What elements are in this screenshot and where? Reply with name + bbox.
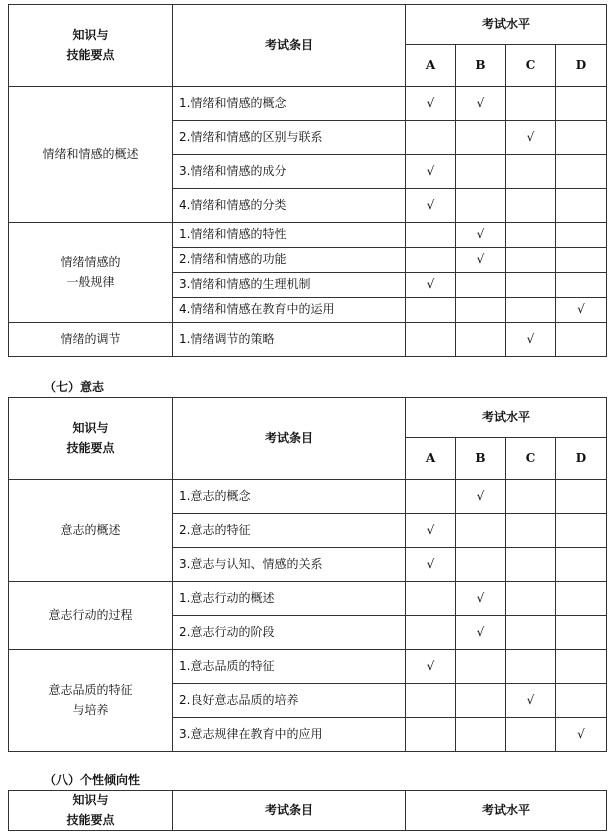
item-cell: 1.情绪和情感的特性	[173, 223, 406, 248]
level-mark	[406, 298, 456, 323]
level-mark	[556, 189, 607, 223]
header-knowledge-text: 知识与 技能要点	[66, 28, 115, 62]
group-cell	[9, 223, 173, 323]
group-name: 意志品质的特征 与培养	[48, 683, 133, 717]
level-mark: √	[456, 582, 506, 616]
header-exam-item: 考试条目	[173, 791, 406, 831]
level-mark: √	[406, 273, 456, 298]
section-title: （七）意志	[44, 380, 105, 394]
level-mark	[406, 582, 456, 616]
group-cell	[9, 480, 173, 582]
level-a: A	[406, 438, 456, 480]
item-cell: 4.情绪和情感在教育中的运用	[173, 298, 406, 323]
level-mark	[456, 273, 506, 298]
level-mark	[556, 155, 607, 189]
level-mark	[506, 155, 556, 189]
level-mark	[556, 323, 607, 357]
level-d: D	[556, 438, 607, 480]
item-cell: 3.情绪和情感的成分	[173, 155, 406, 189]
level-mark	[506, 189, 556, 223]
item-cell: 1.情绪和情感的概念	[173, 87, 406, 121]
header-level: 考试水平	[406, 398, 607, 438]
group-name: 情绪和情感的概述	[42, 146, 139, 161]
item-cell: 1.情绪调节的策略	[173, 323, 406, 357]
level-mark	[456, 155, 506, 189]
level-mark: √	[506, 684, 556, 718]
level-mark	[406, 480, 456, 514]
level-mark	[556, 684, 607, 718]
group-cell	[9, 87, 173, 223]
level-mark	[556, 223, 607, 248]
level-mark: √	[456, 248, 506, 273]
header-level: 考试水平	[406, 5, 607, 45]
level-mark	[556, 582, 607, 616]
level-mark: √	[406, 155, 456, 189]
item-cell: 4.情绪和情感的分类	[173, 189, 406, 223]
level-d: D	[556, 45, 607, 87]
level-mark: √	[456, 616, 506, 650]
item-cell: 2.意志的特征	[173, 514, 406, 548]
group-cell	[9, 650, 173, 752]
level-mark	[506, 616, 556, 650]
section-title: （八）个性倾向性	[44, 773, 141, 787]
header-knowledge	[9, 398, 173, 480]
level-mark	[456, 298, 506, 323]
item-cell: 1.意志的概念	[173, 480, 406, 514]
level-mark: √	[506, 323, 556, 357]
level-mark	[406, 223, 456, 248]
level-mark	[556, 273, 607, 298]
header-knowledge	[9, 5, 173, 87]
group-name: 意志的概述	[60, 522, 121, 537]
item-cell: 2.情绪和情感的功能	[173, 248, 406, 273]
level-mark	[506, 87, 556, 121]
level-mark	[506, 718, 556, 752]
level-mark: √	[406, 548, 456, 582]
item-cell: 1.意志品质的特征	[173, 650, 406, 684]
level-mark: √	[556, 298, 607, 323]
level-mark	[556, 616, 607, 650]
group-name: 意志行动的过程	[48, 607, 133, 622]
level-mark: √	[556, 718, 607, 752]
item-cell: 2.情绪和情感的区别与联系	[173, 121, 406, 155]
table-will	[8, 397, 607, 752]
level-mark	[406, 248, 456, 273]
level-mark	[556, 548, 607, 582]
level-mark	[506, 548, 556, 582]
item-cell: 1.意志行动的概述	[173, 582, 406, 616]
level-mark	[556, 514, 607, 548]
level-mark	[456, 121, 506, 155]
level-mark	[506, 298, 556, 323]
level-mark	[406, 323, 456, 357]
level-mark	[506, 582, 556, 616]
level-mark	[506, 223, 556, 248]
level-mark	[406, 616, 456, 650]
level-mark	[406, 684, 456, 718]
item-cell: 2.意志行动的阶段	[173, 616, 406, 650]
level-mark	[406, 718, 456, 752]
header-exam-item: 考试条目	[173, 5, 406, 87]
level-mark	[506, 480, 556, 514]
item-cell: 3.意志与认知、情感的关系	[173, 548, 406, 582]
level-a: A	[406, 45, 456, 87]
group-cell	[9, 582, 173, 650]
header-level: 考试水平	[406, 791, 607, 831]
level-mark	[456, 548, 506, 582]
level-mark: √	[506, 121, 556, 155]
level-b: B	[456, 438, 506, 480]
level-mark	[506, 514, 556, 548]
header-exam-item: 考试条目	[173, 398, 406, 480]
level-mark: √	[406, 514, 456, 548]
level-mark	[556, 650, 607, 684]
level-mark	[556, 87, 607, 121]
level-b: B	[456, 45, 506, 87]
level-mark	[506, 273, 556, 298]
table-personality	[8, 790, 607, 831]
item-cell: 2.良好意志品质的培养	[173, 684, 406, 718]
level-mark	[506, 650, 556, 684]
level-c: C	[506, 45, 556, 87]
level-mark	[456, 684, 506, 718]
level-mark	[556, 480, 607, 514]
group-name: 情绪的调节	[60, 331, 121, 346]
table-emotion	[8, 4, 607, 357]
level-mark	[456, 189, 506, 223]
level-mark	[406, 121, 456, 155]
group-cell	[9, 323, 173, 357]
level-mark: √	[406, 189, 456, 223]
level-mark	[456, 514, 506, 548]
level-mark	[456, 650, 506, 684]
header-knowledge-text: 知识与 技能要点	[66, 793, 115, 827]
level-mark	[456, 718, 506, 752]
level-mark	[556, 248, 607, 273]
level-mark: √	[406, 650, 456, 684]
header-knowledge-text: 知识与 技能要点	[66, 421, 115, 455]
level-mark	[506, 248, 556, 273]
level-mark: √	[406, 87, 456, 121]
item-cell: 3.情绪和情感的生理机制	[173, 273, 406, 298]
level-c: C	[506, 438, 556, 480]
group-name: 情绪情感的 一般规律	[60, 255, 121, 289]
level-mark: √	[456, 480, 506, 514]
level-mark: √	[456, 223, 506, 248]
level-mark: √	[456, 87, 506, 121]
header-knowledge	[9, 791, 173, 831]
level-mark	[456, 323, 506, 357]
item-cell: 3.意志规律在教育中的应用	[173, 718, 406, 752]
level-mark	[556, 121, 607, 155]
